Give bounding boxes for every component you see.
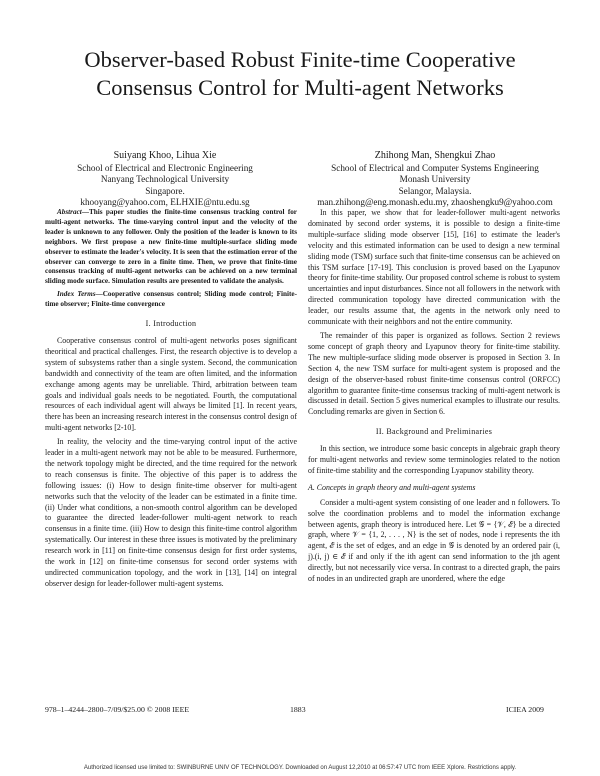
author-dept: School of Electrical and Electronic Engineering	[77, 162, 253, 173]
author-email: khooyang@yahoo.com, ELHXIE@ntu.edu.sg	[80, 197, 250, 208]
author-city: Selangor, Malaysia.	[398, 185, 472, 196]
footer-conference: ICIEA 2009	[506, 705, 544, 714]
paragraph-intro-1: Cooperative consensus control of multi-agent networks poses significant theoritical and practical challenges. First, the research objective is to develop a system of subsystems rather than a single system. Second, the communication bandwidth and connectivity of the team are often limited, and the information exchange among agents may be unreliable. Third, arbitration between team goals and individual goals needs to be negotiated. Fourth, the computational resources of each individual agent will always be limited [1]. In recent years, there has been an increasing research interest in the consensus control design of multi-agent networks [2-10].	[45, 335, 297, 433]
download-notice: Authorized licensed use limited to: SWINBURNE UNIV OF TECHNOLOGY. Downloaded on August 12,2010 at 06:57:47 UTC from IEEE Xplore. Restrictions apply.	[83, 765, 517, 771]
author-names: Suiyang Khoo, Lihua Xie	[113, 150, 217, 161]
right-column	[308, 208, 560, 588]
author-names: Zhihong Man, Shengkui Zhao	[374, 150, 496, 161]
abstract-text: —This paper studies the finite-time consensus tracking control for multi-agent networks. The time-varying control input and the velocity of the leader is unknown to any follower. Only the position of the leader is known to its neighbors. We first propose a new finite-time multiple-surface sliding mode observer to estimate the leader's velocity. It is seen that the estimation error of the observer can converge to zero in a finite time. Then, we prove that finite-time consensus tracking of multi-agent networks can be achieved on a new terminal sliding mode surface. Simulation results are presented to validate the analysis.	[45, 208, 297, 286]
abstract	[45, 208, 297, 287]
footer-isbn: 978–1–4244–2800–7/09/$25.00 © 2008 IEEE	[45, 705, 190, 714]
abstract-label: Abstract	[57, 208, 82, 216]
author-city: Singapore.	[145, 185, 185, 196]
section-heading-background: II. Background and Preliminaries	[375, 427, 493, 437]
left-column	[45, 208, 297, 593]
paragraph-intro-2: In reality, the velocity and the time-varying control input of the active leader in a multi-agent network may not be able to be measured. Furthermore, the network topology might be directed, and the time required for the network to reach consensus is finite. The objective of this paper is to address the following issues: (i) How to design finite-time observer for multi-agent networks such that the velocity of the leader can be estimated in a finite time. (ii) Under what conditions, a non-smooth control algorithm can be developed to guarantee the directed leader-follower multi-agent network to reach consensus in a finite time. (iii) How to design this finite-time control algorithm systematically. Our interest in these three issues is motivated by the preliminary research work in [11] on finite-time consensus design for first order systems, the work in [12] on finite-time consensus for second order systems with undirected communication topology, and the work in [13], [14] on integral observer design for leader-follower multi-agent systems.	[45, 437, 297, 588]
author-univ: Monash University	[399, 174, 471, 185]
paragraph-contribution: In this paper, we show that for leader-follower multi-agent networks dominated by second order systems, it is possible to design a finite-time multiple-surface sliding mode observer [15], [16] to estimate the leader's velocity and this estimated information can be used to design a new terminal sliding mode (TSM) surface such that finite-time consensus can be achieved on this TSM surface [17-19]. This conclusion is proved based on the Lyapunov theory for finite-time stability. Our proposed control scheme is robust to system uncertainties and input disturbances. Since not all followers in the network with directed communication topology have directed communication with the leader, our results assume that, the agents in the network only need to communicate with their neighbors and not the entire community.	[308, 208, 561, 327]
index-terms-text: —Cooperative consensus control; Sliding mode control; Finite-time observer; Finite-time convergence	[45, 290, 297, 309]
paragraph-background: In this section, we introduce some basic concepts in algebraic graph theory for multi-agent networks and review some terminologies related to the notion of finite-time stability and the corresponding Lyapunov stability theory.	[308, 444, 560, 475]
title-line-2: Consensus Control for Multi-agent Networks	[96, 75, 504, 100]
author-dept: School of Electrical and Computer Systems Engineering	[331, 162, 539, 173]
paragraph-graph-theory: Consider a multi-agent system consisting of one leader and n followers. To solve the coordination problems and to model the information exchange between agents, graph theory is introduced here. Let 𝒢 = {𝒱, ℰ} be a directed graph, where 𝒱 = {1, 2, . . . , N} is the set of nodes, node i represents the ith agent, ℰ is the set of edges, and an edge in 𝒢 is denoted by an ordered pair (i, j).(i, j) ∈ ℰ if and only if the ith agent can send information to the jth agent directly, but not necessarily vice versa. In contrast to a directed graph, the pairs of nodes in an undirected graph are unordered, where the edge	[308, 497, 560, 584]
paragraph-organization: The remainder of this paper is organized as follows. Section 2 reviews some concept of graph theory and Lyapunov theory for finite-time stability. The new multiple-surface sliding mode observer is proposed in Section 3. In Section 4, the new TSM surface for multi-agent system is proposed and the design of the observer-based robust finite-time consensus control (ORFCC) algorithm to guarantee finite-time consensus tracking of multi-agent network is discussed in detail. Section 5 gives numerical examples to illustrate our results. Concluding remarks are given in Section 6.	[308, 330, 560, 417]
index-terms	[45, 290, 297, 310]
subsection-heading-graph-theory: A. Concepts in graph theory and multi-agent systems	[308, 482, 476, 492]
paper-title	[30, 46, 570, 102]
author-univ: Nanyang Technological University	[100, 174, 230, 185]
section-heading-introduction: I. Introduction	[145, 319, 197, 329]
footer-page-number: 1883	[290, 705, 306, 714]
author-email: man.zhihong@eng.monash.edu.my, zhaoshengku9@yahoo.com	[317, 197, 553, 208]
index-terms-label: Index Terms	[57, 290, 96, 299]
author-block-right	[300, 150, 570, 209]
author-block-left	[40, 150, 290, 209]
title-line-1: Observer-based Robust Finite-time Cooperative	[84, 47, 516, 72]
